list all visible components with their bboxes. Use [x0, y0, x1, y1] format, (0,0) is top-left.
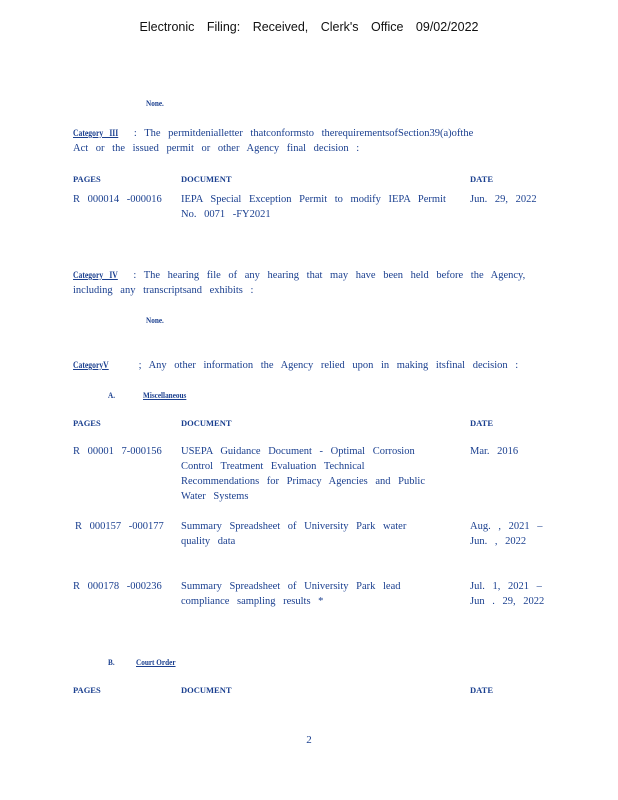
- table1-row1-pages: R 000014 -000016: [73, 194, 162, 205]
- table2-row1-doc-line2: Control Treatment Evaluation Technical: [181, 461, 365, 472]
- category-v-label: CategoryV: [73, 360, 109, 370]
- table2-header-pages: PAGES: [73, 418, 101, 428]
- table2-row3-document: [181, 579, 461, 609]
- category-v-text: ; Any other information the Agency relied upon in making itsfinal decision :: [138, 360, 519, 371]
- none-label-2: None.: [146, 315, 164, 325]
- table1-header-date: DATE: [470, 174, 493, 184]
- table2-row2-doc-line1: Summary Spreadsheet of University Park water: [181, 521, 407, 532]
- table2-row2-document: [181, 519, 461, 549]
- table1-header-pages: PAGES: [73, 174, 101, 184]
- category-v-paragraph: [73, 358, 543, 373]
- table1-row1-doc-line2: No. 0071 -FY2021: [181, 209, 271, 220]
- table3-header-document: DOCUMENT: [181, 685, 232, 695]
- subsection-b-letter: B.: [108, 657, 115, 667]
- table2-row1-document: [181, 444, 461, 504]
- table2-row2-date-line2: Jun. , 2022: [470, 536, 527, 547]
- table2-row1-doc-line3: Recommendations for Primacy Agencies and Public: [181, 476, 425, 487]
- table2-row1-pages: R 00001 7-000156: [73, 446, 162, 457]
- table2-row3-date-line1: Jul. 1, 2021 –: [470, 581, 542, 592]
- table2-header-document: DOCUMENT: [181, 418, 232, 428]
- subsection-a-letter: A.: [108, 390, 116, 400]
- table3-header-pages: PAGES: [73, 685, 101, 695]
- category-iii-paragraph: [73, 126, 543, 156]
- page-number: 2: [306, 734, 312, 746]
- table2-row2-date-line1: Aug. , 2021 –: [470, 521, 543, 532]
- table2-row3-date-line2: Jun . 29, 2022: [470, 596, 545, 607]
- table3-header-date: DATE: [470, 685, 493, 695]
- table2-row3-date: [470, 579, 544, 609]
- table1-row1-doc-line1: IEPA Special Exception Permit to modify IEPA Permit: [181, 194, 446, 205]
- table2-row1-doc-line4: Water Systems: [181, 491, 249, 502]
- category-iii-text-2: Act or the issued permit or other Agency final decision :: [73, 143, 360, 154]
- table2-row3-doc-line1: Summary Spreadsheet of University Park lead: [181, 581, 401, 592]
- table2-row1-doc-line1: USEPA Guidance Document - Optimal Corrosion: [181, 446, 415, 457]
- table1-row1-date: Jun. 29, 2022: [470, 194, 537, 205]
- none-label-1: None.: [146, 98, 164, 108]
- filing-header: Electronic Filing: Received, Clerk's Office 09/02/2022: [139, 20, 479, 34]
- category-iii-label: Category III: [73, 128, 119, 138]
- table1-header-document: DOCUMENT: [181, 174, 232, 184]
- table2-row2-pages: R 000157 -000177: [75, 521, 164, 532]
- subsection-b-label: Court Order: [136, 657, 176, 667]
- table2-row3-pages: R 000178 -000236: [73, 581, 162, 592]
- category-iv-label: Category IV: [73, 270, 118, 280]
- table2-row1-date: Mar. 2016: [470, 446, 519, 457]
- subsection-a-label: Miscellaneous: [143, 390, 187, 400]
- table1-row1-document: [181, 192, 461, 222]
- category-iv-text-2: including any transcriptsand exhibits :: [73, 285, 254, 296]
- table2-row3-doc-line2: compliance sampling results *: [181, 596, 324, 607]
- table2-row2-doc-line2: quality data: [181, 536, 236, 547]
- category-iii-text-1: : The permitdenialletter thatconformsto therequirementsofSection39(a)ofthe: [133, 128, 474, 139]
- category-iv-paragraph: [73, 268, 543, 298]
- table2-header-date: DATE: [470, 418, 493, 428]
- table2-row2-date: [470, 519, 542, 549]
- category-iv-text-1: : The hearing file of any hearing that may have been held before the Agency,: [133, 270, 526, 281]
